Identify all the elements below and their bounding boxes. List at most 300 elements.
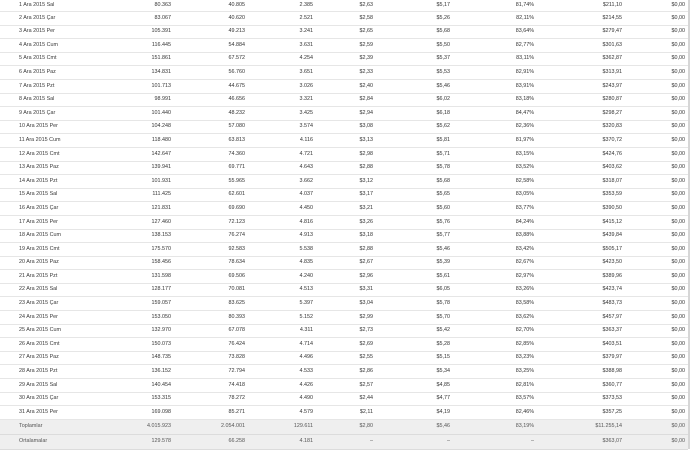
row-date-cell: 22 Ara 2015 Sal xyxy=(0,283,98,297)
cell-users: 85.271 xyxy=(174,406,248,420)
cell-extra: $0,00 xyxy=(625,229,688,243)
cell-avg-value: $4,77 xyxy=(376,392,453,406)
cell-avg-value: $5,46 xyxy=(376,79,453,93)
row-date-cell: 10 Ara 2015 Per xyxy=(0,120,98,134)
row-date-cell: 24 Ara 2015 Per xyxy=(0,311,98,325)
cell-sessions: 132.970 xyxy=(98,324,174,338)
cell-sessions: 104.248 xyxy=(98,120,174,134)
row-date-cell: 8 Ara 2015 Sal xyxy=(0,93,98,107)
averages-sessions: 129.578 xyxy=(98,434,174,449)
row-date-cell: 13 Ara 2015 Paz xyxy=(0,161,98,175)
cell-sessions: 127.460 xyxy=(98,215,174,229)
table-row[interactable] xyxy=(0,0,688,12)
cell-users: 55.965 xyxy=(174,175,248,189)
cell-revenue: $379,97 xyxy=(537,351,625,365)
cell-avg-cpc: $2,39 xyxy=(316,52,376,66)
row-date-cell: 30 Ara 2015 Çar xyxy=(0,392,98,406)
table-row[interactable] xyxy=(0,283,688,297)
cell-users: 72.123 xyxy=(174,215,248,229)
cell-rate: 83,42% xyxy=(453,243,537,257)
cell-rate: 82,58% xyxy=(453,175,537,189)
cell-transactions: 4.426 xyxy=(248,379,316,393)
cell-extra: $0,00 xyxy=(625,338,688,352)
averages-avg-cpc: – xyxy=(316,434,376,449)
totals-sessions: 4.015.923 xyxy=(98,419,174,434)
table-row[interactable] xyxy=(0,107,688,121)
cell-avg-value: $5,46 xyxy=(376,243,453,257)
row-date-cell: 15 Ara 2015 Sal xyxy=(0,188,98,202)
cell-transactions: 3.631 xyxy=(248,39,316,53)
table-row[interactable] xyxy=(0,25,688,39)
cell-rate: 83,77% xyxy=(453,202,537,216)
cell-users: 67.078 xyxy=(174,324,248,338)
cell-revenue: $320,83 xyxy=(537,120,625,134)
row-date-cell: 4 Ara 2015 Cum xyxy=(0,39,98,53)
table-row[interactable] xyxy=(0,392,688,406)
cell-rate: 83,91% xyxy=(453,79,537,93)
cell-extra: $0,00 xyxy=(625,270,688,284)
table-row[interactable] xyxy=(0,324,688,338)
cell-transactions: 3.425 xyxy=(248,107,316,121)
table-row[interactable] xyxy=(0,66,688,80)
cell-revenue: $415,12 xyxy=(537,215,625,229)
cell-avg-cpc: $3,26 xyxy=(316,215,376,229)
cell-extra: $0,00 xyxy=(625,0,688,12)
cell-extra: $0,00 xyxy=(625,202,688,216)
table-row[interactable] xyxy=(0,351,688,365)
cell-avg-value: $4,19 xyxy=(376,406,453,420)
cell-transactions: 4.721 xyxy=(248,147,316,161)
cell-extra: $0,00 xyxy=(625,25,688,39)
cell-avg-value: $5,50 xyxy=(376,39,453,53)
table-row[interactable] xyxy=(0,243,688,257)
cell-users: 56.760 xyxy=(174,66,248,80)
cell-avg-cpc: $2,94 xyxy=(316,107,376,121)
table-row[interactable] xyxy=(0,229,688,243)
cell-avg-cpc: $3,21 xyxy=(316,202,376,216)
cell-avg-cpc: $2,88 xyxy=(316,243,376,257)
cell-rate: 82,77% xyxy=(453,39,537,53)
cell-sessions: 116.445 xyxy=(98,39,174,53)
averages-label: Ortalamalar xyxy=(0,434,98,449)
cell-sessions: 138.153 xyxy=(98,229,174,243)
cell-users: 44.675 xyxy=(174,79,248,93)
cell-rate: 83,62% xyxy=(453,311,537,325)
averages-avg-value: – xyxy=(376,434,453,449)
cell-sessions: 140.454 xyxy=(98,379,174,393)
cell-transactions: 4.816 xyxy=(248,215,316,229)
cell-rate: 83,88% xyxy=(453,229,537,243)
totals-avg-value: $5,46 xyxy=(376,419,453,434)
cell-transactions: 4.533 xyxy=(248,365,316,379)
cell-revenue: $389,96 xyxy=(537,270,625,284)
row-date-cell: 25 Ara 2015 Cum xyxy=(0,324,98,338)
cell-avg-cpc: $2,84 xyxy=(316,93,376,107)
row-date-cell: 20 Ara 2015 Paz xyxy=(0,256,98,270)
table-row[interactable] xyxy=(0,365,688,379)
cell-users: 54.884 xyxy=(174,39,248,53)
cell-sessions: 142.647 xyxy=(98,147,174,161)
cell-revenue: $357,25 xyxy=(537,406,625,420)
cell-revenue: $313,91 xyxy=(537,66,625,80)
cell-transactions: 4.116 xyxy=(248,134,316,148)
totals-users: 2.054.001 xyxy=(174,419,248,434)
cell-revenue: $243,97 xyxy=(537,79,625,93)
cell-users: 49.213 xyxy=(174,25,248,39)
cell-revenue: $439,84 xyxy=(537,229,625,243)
cell-avg-cpc: $2,63 xyxy=(316,0,376,12)
cell-extra: $0,00 xyxy=(625,256,688,270)
totals-label: Toplamlar xyxy=(0,419,98,434)
table-row[interactable] xyxy=(0,379,688,393)
cell-revenue: $505,17 xyxy=(537,243,625,257)
table-row[interactable] xyxy=(0,79,688,93)
cell-transactions: 4.240 xyxy=(248,270,316,284)
cell-transactions: 4.913 xyxy=(248,229,316,243)
cell-sessions: 150.073 xyxy=(98,338,174,352)
cell-avg-value: $5,42 xyxy=(376,324,453,338)
cell-sessions: 118.480 xyxy=(98,134,174,148)
table-row[interactable] xyxy=(0,256,688,270)
cell-users: 63.813 xyxy=(174,134,248,148)
cell-transactions: 4.513 xyxy=(248,283,316,297)
cell-transactions: 4.311 xyxy=(248,324,316,338)
cell-avg-value: $5,65 xyxy=(376,188,453,202)
cell-revenue: $373,53 xyxy=(537,392,625,406)
cell-transactions: 3.026 xyxy=(248,79,316,93)
table-row[interactable] xyxy=(0,52,688,66)
cell-sessions: 98.991 xyxy=(98,93,174,107)
cell-users: 74.418 xyxy=(174,379,248,393)
cell-rate: 83,18% xyxy=(453,93,537,107)
cell-sessions: 111.425 xyxy=(98,188,174,202)
averages-row xyxy=(0,434,688,449)
row-date-cell: 19 Ara 2015 Cmt xyxy=(0,243,98,257)
cell-revenue: $353,59 xyxy=(537,188,625,202)
cell-transactions: 4.254 xyxy=(248,52,316,66)
row-date-cell: 7 Ara 2015 Pzt xyxy=(0,79,98,93)
row-date-cell: 29 Ara 2015 Sal xyxy=(0,379,98,393)
cell-sessions: 159.057 xyxy=(98,297,174,311)
row-date-cell: 28 Ara 2015 Pzt xyxy=(0,365,98,379)
cell-revenue: $362,87 xyxy=(537,52,625,66)
table-row[interactable] xyxy=(0,311,688,325)
row-date-cell: 11 Ara 2015 Cum xyxy=(0,134,98,148)
table-row[interactable] xyxy=(0,39,688,53)
cell-extra: $0,00 xyxy=(625,175,688,189)
cell-avg-value: $5,37 xyxy=(376,52,453,66)
cell-avg-cpc: $2,55 xyxy=(316,351,376,365)
row-date-cell: 31 Ara 2015 Per xyxy=(0,406,98,420)
cell-revenue: $388,98 xyxy=(537,365,625,379)
row-date-cell: 18 Ara 2015 Cum xyxy=(0,229,98,243)
cell-revenue: $483,73 xyxy=(537,297,625,311)
cell-avg-value: $5,15 xyxy=(376,351,453,365)
cell-transactions: 5.538 xyxy=(248,243,316,257)
cell-revenue: $211,10 xyxy=(537,0,625,12)
table-row[interactable] xyxy=(0,270,688,284)
cell-avg-cpc: $2,98 xyxy=(316,147,376,161)
cell-avg-cpc: $2,57 xyxy=(316,379,376,393)
cell-sessions: 151.861 xyxy=(98,52,174,66)
cell-avg-cpc: $3,17 xyxy=(316,188,376,202)
cell-users: 72.794 xyxy=(174,365,248,379)
cell-rate: 83,52% xyxy=(453,161,537,175)
cell-avg-cpc: $2,73 xyxy=(316,324,376,338)
cell-sessions: 105.391 xyxy=(98,25,174,39)
cell-avg-cpc: $3,12 xyxy=(316,175,376,189)
cell-sessions: 175.570 xyxy=(98,243,174,257)
cell-extra: $0,00 xyxy=(625,297,688,311)
cell-users: 69.771 xyxy=(174,161,248,175)
cell-sessions: 153.050 xyxy=(98,311,174,325)
row-date-cell: 14 Ara 2015 Pzt xyxy=(0,175,98,189)
table-row[interactable] xyxy=(0,93,688,107)
cell-sessions: 153.315 xyxy=(98,392,174,406)
cell-extra: $0,00 xyxy=(625,215,688,229)
cell-extra: $0,00 xyxy=(625,12,688,26)
cell-sessions: 134.831 xyxy=(98,66,174,80)
cell-extra: $0,00 xyxy=(625,52,688,66)
totals-extra: $0,00 xyxy=(625,419,688,434)
row-date-cell: 27 Ara 2015 Paz xyxy=(0,351,98,365)
cell-rate: 84,47% xyxy=(453,107,537,121)
cell-revenue: $360,77 xyxy=(537,379,625,393)
cell-extra: $0,00 xyxy=(625,107,688,121)
cell-avg-value: $5,76 xyxy=(376,215,453,229)
cell-avg-value: $4,85 xyxy=(376,379,453,393)
cell-transactions: 4.037 xyxy=(248,188,316,202)
cell-rate: 83,25% xyxy=(453,365,537,379)
cell-avg-value: $5,70 xyxy=(376,311,453,325)
cell-avg-value: $5,62 xyxy=(376,120,453,134)
cell-extra: $0,00 xyxy=(625,147,688,161)
row-date-cell: 21 Ara 2015 Pzt xyxy=(0,270,98,284)
cell-extra: $0,00 xyxy=(625,365,688,379)
cell-users: 69.690 xyxy=(174,202,248,216)
table-row[interactable] xyxy=(0,175,688,189)
cell-users: 67.572 xyxy=(174,52,248,66)
cell-avg-value: $5,77 xyxy=(376,229,453,243)
cell-extra: $0,00 xyxy=(625,243,688,257)
cell-extra: $0,00 xyxy=(625,379,688,393)
cell-avg-value: $5,34 xyxy=(376,365,453,379)
cell-rate: 82,46% xyxy=(453,406,537,420)
cell-transactions: 4.579 xyxy=(248,406,316,420)
cell-rate: 83,64% xyxy=(453,25,537,39)
cell-users: 46.656 xyxy=(174,93,248,107)
totals-avg-cpc: $2,80 xyxy=(316,419,376,434)
cell-transactions: 2.521 xyxy=(248,12,316,26)
cell-revenue: $423,74 xyxy=(537,283,625,297)
cell-extra: $0,00 xyxy=(625,79,688,93)
cell-extra: $0,00 xyxy=(625,134,688,148)
table-row[interactable] xyxy=(0,134,688,148)
cell-rate: 82,70% xyxy=(453,324,537,338)
cell-rate: 84,24% xyxy=(453,215,537,229)
cell-extra: $0,00 xyxy=(625,39,688,53)
cell-rate: 83,05% xyxy=(453,188,537,202)
cell-rate: 82,91% xyxy=(453,66,537,80)
cell-transactions: 4.496 xyxy=(248,351,316,365)
table-row[interactable] xyxy=(0,406,688,420)
cell-users: 62.601 xyxy=(174,188,248,202)
cell-avg-value: $5,68 xyxy=(376,25,453,39)
cell-transactions: 3.651 xyxy=(248,66,316,80)
cell-extra: $0,00 xyxy=(625,161,688,175)
cell-avg-value: $5,81 xyxy=(376,134,453,148)
cell-revenue: $279,47 xyxy=(537,25,625,39)
cell-users: 69.506 xyxy=(174,270,248,284)
cell-rate: 83,57% xyxy=(453,392,537,406)
cell-avg-cpc: $3,31 xyxy=(316,283,376,297)
cell-avg-cpc: $2,69 xyxy=(316,338,376,352)
cell-users: 73.828 xyxy=(174,351,248,365)
cell-avg-cpc: $2,59 xyxy=(316,39,376,53)
cell-users: 80.393 xyxy=(174,311,248,325)
table-row[interactable] xyxy=(0,188,688,202)
cell-transactions: 4.643 xyxy=(248,161,316,175)
totals-revenue: $11.255,14 xyxy=(537,419,625,434)
cell-avg-cpc: $2,88 xyxy=(316,161,376,175)
cell-users: 76.274 xyxy=(174,229,248,243)
row-date-cell: 1 Ara 2015 Sal xyxy=(0,0,98,12)
table-row[interactable] xyxy=(0,338,688,352)
cell-users: 74.360 xyxy=(174,147,248,161)
cell-avg-value: $5,68 xyxy=(376,175,453,189)
cell-avg-cpc: $2,67 xyxy=(316,256,376,270)
table-row[interactable] xyxy=(0,202,688,216)
cell-revenue: $318,07 xyxy=(537,175,625,189)
cell-rate: 83,58% xyxy=(453,297,537,311)
cell-transactions: 5.152 xyxy=(248,311,316,325)
row-date-cell: 12 Ara 2015 Cmt xyxy=(0,147,98,161)
cell-avg-value: $6,18 xyxy=(376,107,453,121)
cell-sessions: 169.098 xyxy=(98,406,174,420)
averages-extra: $0,00 xyxy=(625,434,688,449)
row-date-cell: 2 Ara 2015 Çar xyxy=(0,12,98,26)
cell-avg-value: $5,71 xyxy=(376,147,453,161)
averages-revenue: $363,07 xyxy=(537,434,625,449)
row-date-cell: 9 Ara 2015 Çar xyxy=(0,107,98,121)
cell-rate: 82,36% xyxy=(453,120,537,134)
cell-transactions: 4.450 xyxy=(248,202,316,216)
cell-avg-cpc: $2,11 xyxy=(316,406,376,420)
table-row[interactable] xyxy=(0,120,688,134)
cell-transactions: 2.385 xyxy=(248,0,316,12)
cell-transactions: 3.241 xyxy=(248,25,316,39)
cell-avg-value: $5,17 xyxy=(376,0,453,12)
cell-users: 40.805 xyxy=(174,0,248,12)
cell-revenue: $403,51 xyxy=(537,338,625,352)
cell-avg-cpc: $2,96 xyxy=(316,270,376,284)
table-row[interactable] xyxy=(0,297,688,311)
cell-sessions: 101.713 xyxy=(98,79,174,93)
cell-users: 40.620 xyxy=(174,12,248,26)
cell-rate: 82,97% xyxy=(453,270,537,284)
cell-avg-value: $5,28 xyxy=(376,338,453,352)
cell-rate: 83,26% xyxy=(453,283,537,297)
cell-revenue: $423,50 xyxy=(537,256,625,270)
cell-users: 83.625 xyxy=(174,297,248,311)
cell-sessions: 148.735 xyxy=(98,351,174,365)
table-row[interactable] xyxy=(0,12,688,26)
cell-users: 70.081 xyxy=(174,283,248,297)
cell-rate: 83,23% xyxy=(453,351,537,365)
cell-users: 57.080 xyxy=(174,120,248,134)
cell-transactions: 3.662 xyxy=(248,175,316,189)
cell-sessions: 139.941 xyxy=(98,161,174,175)
cell-avg-value: $5,26 xyxy=(376,12,453,26)
cell-rate: 82,85% xyxy=(453,338,537,352)
cell-avg-cpc: $2,40 xyxy=(316,79,376,93)
cell-users: 48.232 xyxy=(174,107,248,121)
cell-rate: 83,15% xyxy=(453,147,537,161)
totals-rate: 83,19% xyxy=(453,419,537,434)
cell-avg-value: $5,60 xyxy=(376,202,453,216)
cell-sessions: 80.363 xyxy=(98,0,174,12)
cell-avg-cpc: $2,33 xyxy=(316,66,376,80)
cell-rate: 81,74% xyxy=(453,0,537,12)
cell-revenue: $214,55 xyxy=(537,12,625,26)
cell-rate: 82,11% xyxy=(453,12,537,26)
cell-sessions: 131.598 xyxy=(98,270,174,284)
cell-transactions: 3.321 xyxy=(248,93,316,107)
row-date-cell: 23 Ara 2015 Çar xyxy=(0,297,98,311)
cell-extra: $0,00 xyxy=(625,324,688,338)
cell-rate: 82,67% xyxy=(453,256,537,270)
averages-transactions: 4.181 xyxy=(248,434,316,449)
cell-rate: 82,81% xyxy=(453,379,537,393)
cell-avg-cpc: $2,99 xyxy=(316,311,376,325)
totals-transactions: 129.611 xyxy=(248,419,316,434)
cell-extra: $0,00 xyxy=(625,311,688,325)
cell-sessions: 101.440 xyxy=(98,107,174,121)
cell-avg-cpc: $3,13 xyxy=(316,134,376,148)
cell-rate: 81,97% xyxy=(453,134,537,148)
cell-avg-cpc: $2,65 xyxy=(316,25,376,39)
cell-avg-cpc: $2,44 xyxy=(316,392,376,406)
table-row[interactable] xyxy=(0,215,688,229)
cell-avg-value: $5,78 xyxy=(376,297,453,311)
cell-transactions: 4.835 xyxy=(248,256,316,270)
row-date-cell: 5 Ara 2015 Cmt xyxy=(0,52,98,66)
cell-avg-cpc: $3,04 xyxy=(316,297,376,311)
cell-revenue: $457,97 xyxy=(537,311,625,325)
table-row[interactable] xyxy=(0,147,688,161)
cell-users: 78.272 xyxy=(174,392,248,406)
cell-users: 76.424 xyxy=(174,338,248,352)
cell-avg-cpc: $2,58 xyxy=(316,12,376,26)
cell-extra: $0,00 xyxy=(625,351,688,365)
cell-users: 78.634 xyxy=(174,256,248,270)
table-row[interactable] xyxy=(0,161,688,175)
cell-users: 92.583 xyxy=(174,243,248,257)
cell-sessions: 121.831 xyxy=(98,202,174,216)
row-date-cell: 26 Ara 2015 Cmt xyxy=(0,338,98,352)
totals-row xyxy=(0,419,688,434)
cell-extra: $0,00 xyxy=(625,283,688,297)
cell-avg-value: $5,39 xyxy=(376,256,453,270)
cell-extra: $0,00 xyxy=(625,392,688,406)
cell-rate: 83,11% xyxy=(453,52,537,66)
row-date-cell: 3 Ara 2015 Per xyxy=(0,25,98,39)
cell-avg-value: $5,53 xyxy=(376,66,453,80)
cell-transactions: 4.490 xyxy=(248,392,316,406)
cell-avg-value: $6,05 xyxy=(376,283,453,297)
cell-transactions: 5.397 xyxy=(248,297,316,311)
cell-revenue: $301,63 xyxy=(537,39,625,53)
